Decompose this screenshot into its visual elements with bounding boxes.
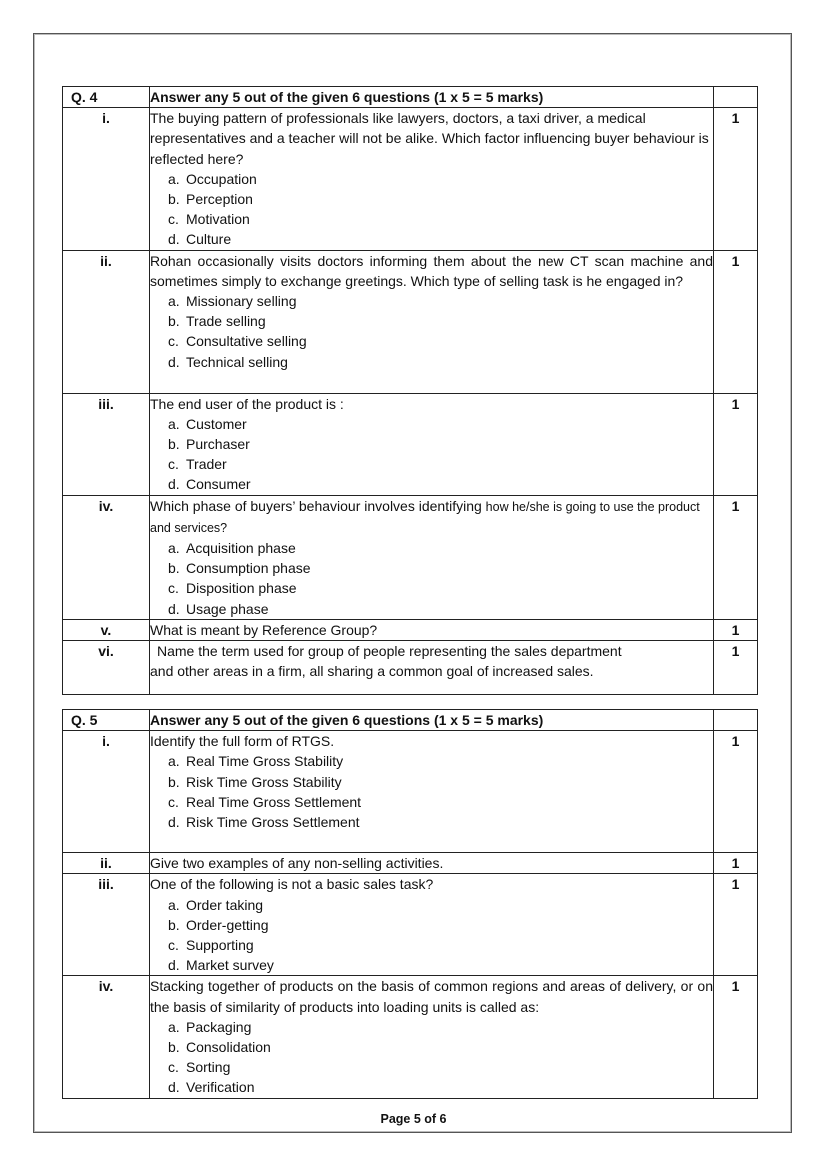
option-item: c. Trader xyxy=(168,456,227,473)
item-question-line: and other areas in a firm, all sharing a common goal of increased sales. xyxy=(150,663,594,680)
item-number: i. xyxy=(63,108,150,250)
item-number: ii. xyxy=(63,853,150,874)
question-4-table xyxy=(62,86,758,695)
option-item: b. Perception xyxy=(168,191,253,208)
marks-value: 1 xyxy=(714,731,758,853)
option-item: d. Technical selling xyxy=(168,353,288,370)
q5-header-row xyxy=(63,710,758,731)
item-question: Give two examples of any non-selling activities. xyxy=(150,853,714,874)
marks-cell xyxy=(714,710,758,731)
option-item: b. Consolidation xyxy=(168,1039,271,1056)
option-item: c. Real Time Gross Settlement xyxy=(168,793,362,810)
q4-item-i xyxy=(63,108,758,250)
option-item: b. Order-getting xyxy=(168,916,269,933)
options-list xyxy=(150,751,713,832)
item-question: Which phase of buyers’ behaviour involves identifying how he/she is going to use the product and services? xyxy=(150,497,700,535)
q5-item-i xyxy=(63,731,758,853)
marks-value: 1 xyxy=(714,976,758,1098)
item-body xyxy=(150,108,714,250)
option-item: b. Trade selling xyxy=(168,313,266,330)
item-question: Rohan occasionally visits doctors informing them about the new CT scan machine and sometimes simply to exchange greetings. Which type of selling task is he engaged in? xyxy=(150,252,713,289)
item-number: iv. xyxy=(63,495,150,619)
marks-value: 1 xyxy=(714,250,758,393)
option-item: d. Culture xyxy=(168,231,232,248)
option-item: c. Consultative selling xyxy=(168,333,307,350)
item-question: The end user of the product is : xyxy=(150,395,344,412)
marks-value: 1 xyxy=(714,495,758,619)
q4-header-row xyxy=(63,87,758,108)
q5-item-iv xyxy=(63,976,758,1098)
options-list xyxy=(150,538,713,619)
marks-value: 1 xyxy=(714,853,758,874)
options-list xyxy=(150,895,713,976)
question-instruction: Answer any 5 out of the given 6 questions (1 x 5 = 5 marks) xyxy=(150,710,714,731)
marks-value: 1 xyxy=(714,874,758,976)
marks-value: 1 xyxy=(714,641,758,695)
item-body xyxy=(150,641,714,695)
q5-item-ii xyxy=(63,853,758,874)
item-question: What is meant by Reference Group? xyxy=(150,619,714,640)
item-number: iv. xyxy=(63,976,150,1098)
option-item: b. Risk Time Gross Stability xyxy=(168,773,342,790)
option-item: a. Occupation xyxy=(168,170,257,187)
question-number: Q. 4 xyxy=(63,87,150,108)
options-list xyxy=(150,414,713,495)
option-item: a. Real Time Gross Stability xyxy=(168,753,344,770)
option-item: a. Packaging xyxy=(168,1018,252,1035)
item-number: iii. xyxy=(63,393,150,495)
item-number: i. xyxy=(63,731,150,853)
option-item: d. Risk Time Gross Settlement xyxy=(168,814,360,831)
question-5-table xyxy=(62,709,758,1099)
item-number: ii. xyxy=(63,250,150,393)
item-question: Identify the full form of RTGS. xyxy=(150,733,335,750)
item-body xyxy=(150,976,714,1098)
q4-item-vi xyxy=(63,641,758,695)
marks-value: 1 xyxy=(714,393,758,495)
item-body xyxy=(150,495,714,619)
options-list xyxy=(150,169,713,250)
page-footer: Page 5 of 6 xyxy=(380,1112,447,1126)
option-item: c. Sorting xyxy=(168,1059,231,1076)
options-list xyxy=(150,1017,713,1098)
item-number: v. xyxy=(63,619,150,640)
q4-item-ii xyxy=(63,250,758,393)
item-question-line: Name the term used for group of people representing the sales department xyxy=(157,643,622,660)
option-item: b. Consumption phase xyxy=(168,560,311,577)
item-question: Stacking together of products on the basis of common regions and areas of delivery, or on the basis of similarity of products into loading units is called as: xyxy=(150,978,713,1015)
item-body xyxy=(150,393,714,495)
option-item: a. Customer xyxy=(168,415,247,432)
q4-item-v xyxy=(63,619,758,640)
item-body xyxy=(150,731,714,853)
marks-cell xyxy=(714,87,758,108)
item-number: vi. xyxy=(63,641,150,695)
q4-item-iv xyxy=(63,495,758,619)
option-item: c. Supporting xyxy=(168,937,254,954)
item-question: The buying pattern of professionals like lawyers, doctors, a taxi driver, a medical representatives and a teacher will not be alike. Which factor influencing buyer behaviour is reflected here? xyxy=(150,110,709,167)
q5-item-iii xyxy=(63,874,758,976)
option-item: c. Disposition phase xyxy=(168,580,297,597)
option-item: d. Verification xyxy=(168,1079,255,1096)
item-question: One of the following is not a basic sales task? xyxy=(150,876,434,893)
item-number: iii. xyxy=(63,874,150,976)
item-body xyxy=(150,874,714,976)
option-item: a. Order taking xyxy=(168,896,264,913)
item-body xyxy=(150,250,714,393)
option-item: d. Usage phase xyxy=(168,600,269,617)
option-item: d. Consumer xyxy=(168,476,251,493)
question-number: Q. 5 xyxy=(63,710,150,731)
option-item: b. Purchaser xyxy=(168,436,250,453)
option-item: a. Missionary selling xyxy=(168,293,297,310)
option-item: a. Acquisition phase xyxy=(168,540,296,557)
marks-value: 1 xyxy=(714,108,758,250)
marks-value: 1 xyxy=(714,619,758,640)
option-item: c. Motivation xyxy=(168,211,250,228)
option-item: d. Market survey xyxy=(168,957,274,974)
options-list xyxy=(150,291,713,372)
q4-item-iii xyxy=(63,393,758,495)
question-instruction: Answer any 5 out of the given 6 questions (1 x 5 = 5 marks) xyxy=(150,87,714,108)
